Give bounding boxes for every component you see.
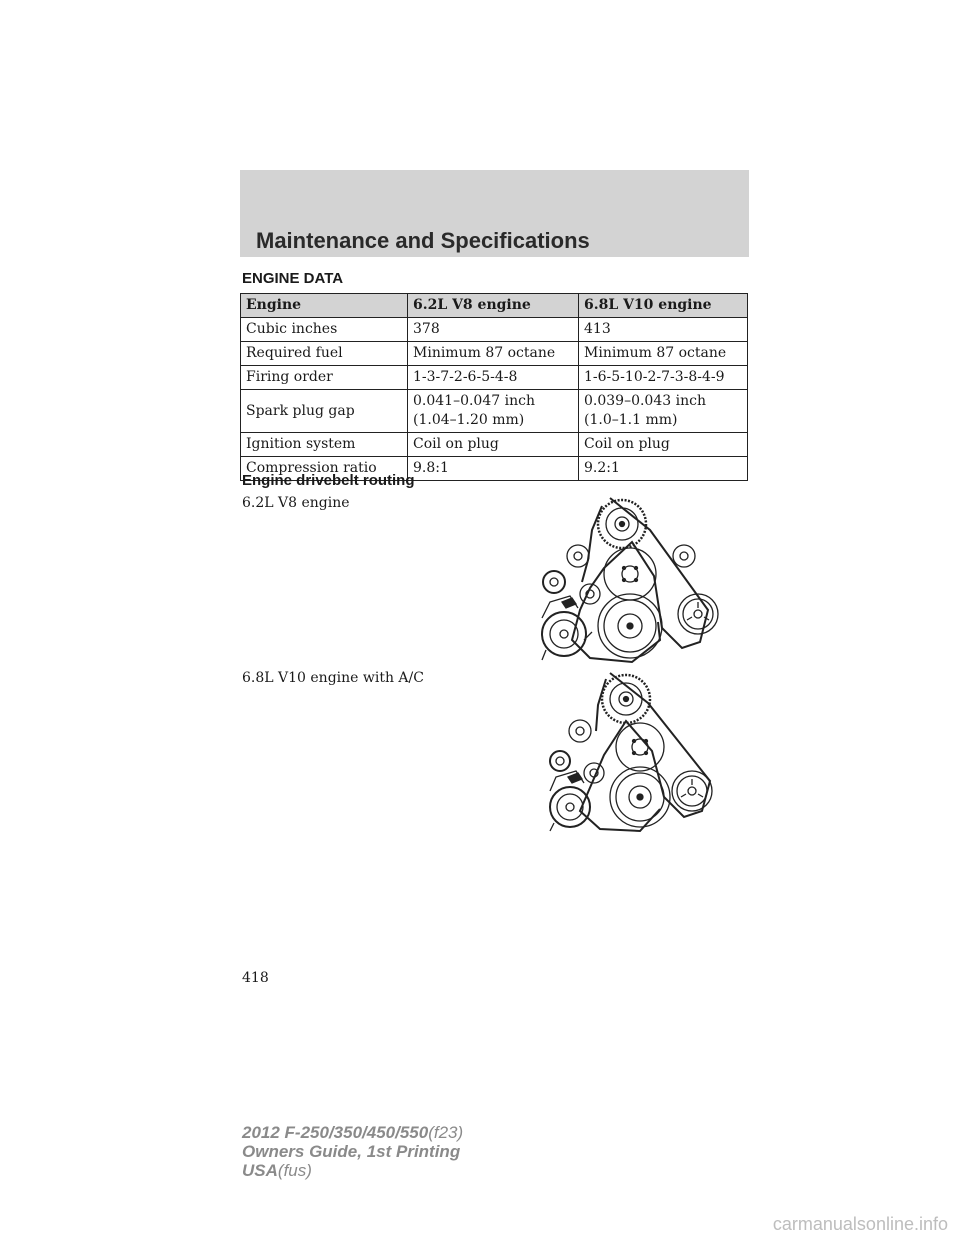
table-cell: Required fuel: [241, 342, 408, 366]
footer-line-1: [242, 1123, 463, 1142]
table-cell: 413: [579, 318, 748, 342]
table-cell: Minimum 87 octane: [579, 342, 748, 366]
table-cell: Minimum 87 octane: [408, 342, 579, 366]
table-cell: Firing order: [241, 366, 408, 390]
table-row: [241, 318, 748, 342]
table-cell: 378: [408, 318, 579, 342]
table-cell: Coil on plug: [408, 433, 579, 457]
footer-info: [242, 1123, 463, 1180]
table-cell: 0.039–0.043 inch (1.0–1.1 mm): [579, 390, 748, 433]
footer-line-2: Owners Guide, 1st Printing: [242, 1142, 461, 1161]
v10-drivebelt-diagram: [540, 665, 730, 835]
footer-model: 2012 F-250/350/450/550: [242, 1123, 429, 1142]
page-number: 418: [242, 970, 269, 986]
v8-drivebelt-diagram: [532, 490, 732, 665]
table-row: [241, 342, 748, 366]
table-cell: 9.8:1: [408, 457, 579, 481]
column-header: 6.2L V8 engine: [408, 294, 579, 318]
table-cell: Cubic inches: [241, 318, 408, 342]
table-cell: 0.041–0.047 inch (1.04–1.20 mm): [408, 390, 579, 433]
v8-diagram-label: 6.2L V8 engine: [242, 495, 350, 511]
table-row: [241, 433, 748, 457]
section-title: Maintenance and Specifications: [256, 228, 590, 253]
column-header: 6.8L V10 engine: [579, 294, 748, 318]
table-cell: 1-3-7-2-6-5-4-8: [408, 366, 579, 390]
table-cell: 9.2:1: [579, 457, 748, 481]
table-cell: Compression ratio: [241, 457, 408, 481]
table-cell: Spark plug gap: [241, 390, 408, 433]
table-cell: 1-6-5-10-2-7-3-8-4-9: [579, 366, 748, 390]
table-row: [241, 390, 748, 433]
engine-data-table: [240, 293, 748, 481]
drivebelt-heading: Engine drivebelt routing: [242, 472, 415, 489]
footer-line-3: [242, 1161, 463, 1180]
footer-model-code: (f23): [428, 1123, 464, 1142]
column-header: Engine: [241, 294, 408, 318]
table-row: [241, 366, 748, 390]
table-cell: Coil on plug: [579, 433, 748, 457]
engine-data-heading: ENGINE DATA: [242, 270, 344, 287]
watermark: carmanualsonline.info: [772, 1214, 948, 1234]
v10-diagram-label: 6.8L V10 engine with A/C: [242, 670, 424, 686]
table-header-row: [241, 294, 748, 318]
footer-market: USA: [242, 1161, 278, 1180]
footer-market-code: (fus): [277, 1161, 312, 1180]
table-cell: Ignition system: [241, 433, 408, 457]
